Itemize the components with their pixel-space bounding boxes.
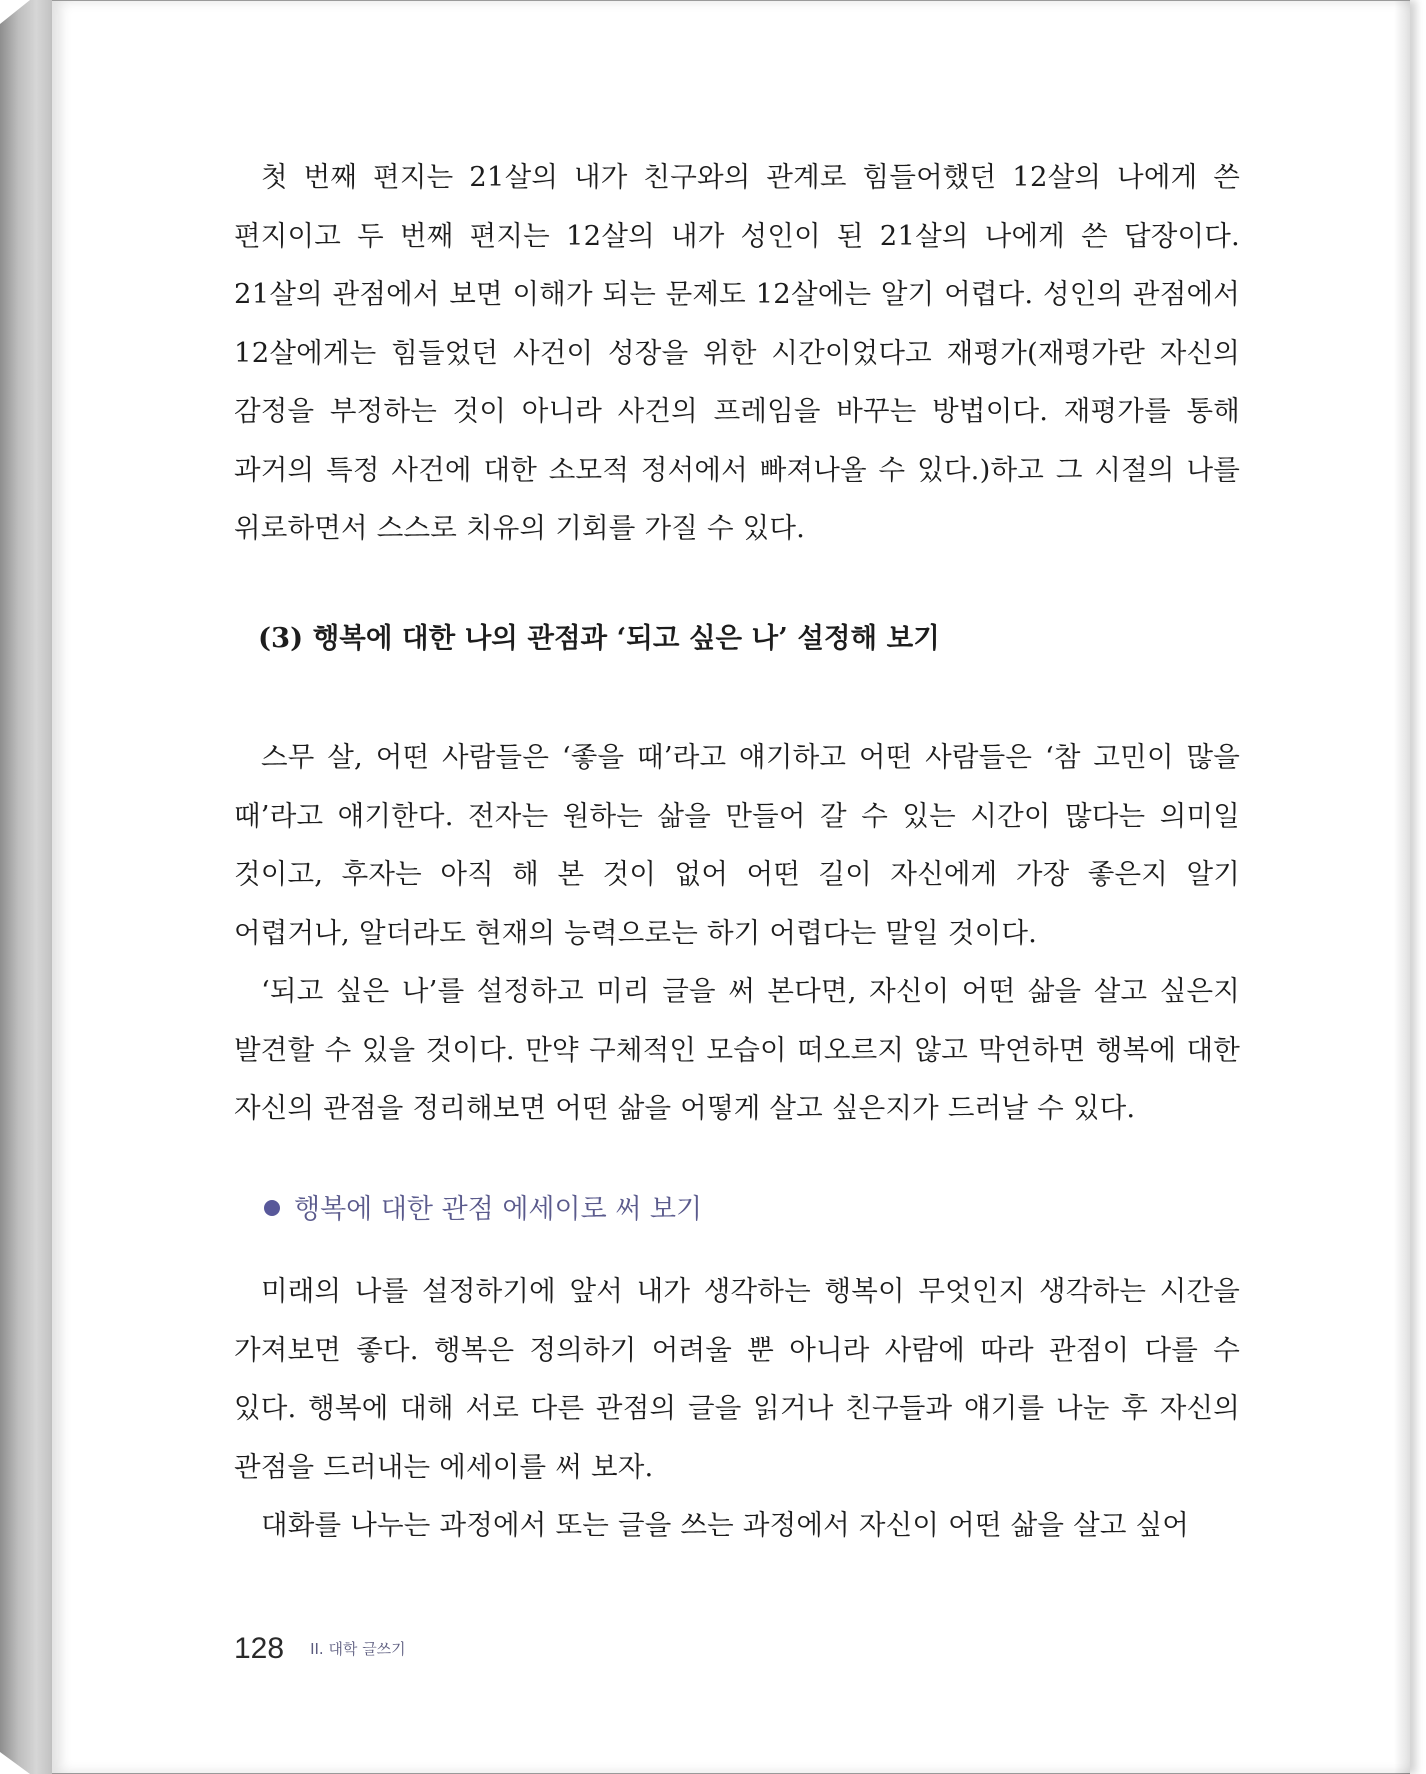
page-footer [234,1632,406,1666]
bullet-heading [264,1190,702,1230]
bullet-dot-icon [264,1200,280,1216]
intro-paragraph: 첫 번째 편지는 21살의 내가 친구와의 관계로 힘들어했던 12살의 나에게 쓴 편지이고 두 번째 편지는 12살의 내가 성인이 된 21살의 나에게 쓴 답장이다. 21살의 관점에서 보면 이해가 되는 문제도 12살에는 알기 어렵다. 성인의 관점에서 12살에게는 힘들었던 사건이 성장을 위한 시간이었다고 재평가(재평가란 자신의 감정을 부정하는 것이 아니라 사건의 프레임을 바꾸는 방법이다. 재평가를 통해 과거의 특정 사건에 대한 소모적 정서에서 빠져나올 수 있다.)하고 그 시절의 나를 위로하면서 스스로 치유의 기회를 가질 수 있다. [234,161,1240,544]
bullet-block [234,1262,1240,1555]
section-paragraph-2: ‘되고 싶은 나’를 설정하고 미리 글을 써 본다면, 자신이 어떤 삶을 살고 싶은지 발견할 수 있을 것이다. 만약 구체적인 모습이 떠오르지 않고 막연하면 행복에 대한 자신의 관점을 정리해보면 어떤 삶을 어떻게 살고 싶은지가 드러날 수 있다. [234,975,1240,1124]
section-heading: (3) 행복에 대한 나의 관점과 ‘되고 싶은 나’ 설정해 보기 [258,622,940,654]
section-paragraph-1: 스무 살, 어떤 사람들은 ‘좋을 때’라고 얘기하고 어떤 사람들은 ‘참 고민이 많을 때’라고 얘기한다. 전자는 원하는 삶을 만들어 갈 수 있는 시간이 많다는 의미일 것이고, 후자는 아직 해 본 것이 없어 어떤 길이 자신에게 가장 좋은지 알기 어렵거나, 알더라도 현재의 능력으로는 하기 어렵다는 말일 것이다. [234,741,1240,949]
intro-block [234,148,1240,558]
page-number: 128 [234,1632,285,1665]
bullet-paragraph-2: 대화를 나누는 과정에서 또는 글을 쓰는 과정에서 자신이 어떤 삶을 살고 싶어 [261,1509,1190,1541]
bullet-heading-text: 행복에 대한 관점 에세이로 써 보기 [294,1194,703,1225]
book-edge [0,0,52,1774]
bullet-paragraph-1: 미래의 나를 설정하기에 앞서 내가 생각하는 행복이 무엇인지 생각하는 시간을 가져보면 좋다. 행복은 정의하기 어려울 뿐 아니라 사람에 따라 관점이 다를 수 있다. 행복에 대해 서로 다른 관점의 글을 읽거나 친구들과 얘기를 나눈 후 자신의 관점을 드러내는 에세이를 써 보자. [234,1275,1240,1483]
section-block [234,728,1240,1138]
page-shadow [1394,1,1410,1774]
chapter-label: II. 대학 글쓰기 [310,1640,406,1658]
